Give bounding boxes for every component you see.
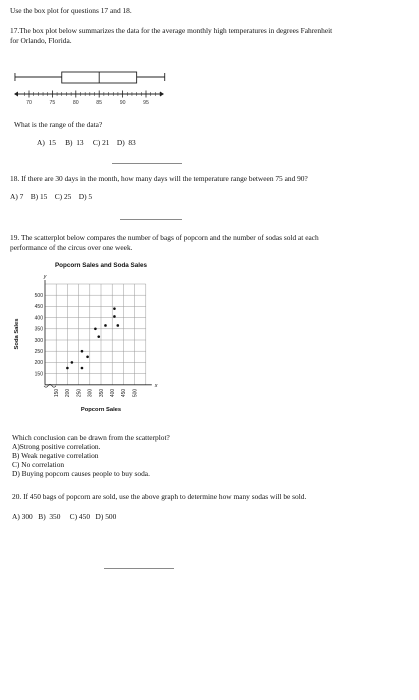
data-point: [81, 367, 84, 370]
x-tick-label: 300: [87, 388, 94, 398]
x-tick-label: 150: [54, 388, 60, 398]
q17-question: What is the range of the data?: [14, 120, 103, 129]
y-tick-label: 400: [34, 315, 43, 322]
x-tick-label: 400: [110, 388, 116, 398]
data-point: [94, 328, 97, 331]
number-line-right-arrow: [160, 92, 164, 97]
x-axis-title: Popcorn Sales: [80, 407, 122, 413]
y-tick-label: 350: [34, 326, 43, 333]
answer-line-q20: [104, 568, 174, 569]
y-tick-label: 250: [34, 349, 43, 355]
answer-line-q18: [120, 219, 182, 220]
data-point: [113, 307, 116, 310]
q17-prompt-line2: for Orlando, Florida.: [10, 36, 72, 45]
x-axis-letter: x: [154, 382, 158, 389]
number-line-tick-label: 70: [26, 100, 32, 106]
number-line-left-arrow: [14, 92, 18, 97]
q19-prompt-line2: performance of the circus over one week.: [10, 243, 133, 252]
intro-text: Use the box plot for questions 17 and 18.: [10, 6, 132, 15]
scatterplot-chart: [0, 255, 200, 420]
y-tick-label: 200: [34, 360, 43, 367]
x-tick-label: 350: [98, 388, 105, 398]
data-point: [113, 315, 116, 318]
data-point: [97, 335, 100, 338]
number-line-tick-label: 85: [96, 100, 103, 106]
q19-choice-d: D) Buying popcorn causes people to buy soda.: [12, 469, 150, 478]
q19-choice-b: B) Weak negative correlation: [12, 451, 99, 460]
q17-prompt-line1: 17.The box plot below summarizes the data for the average monthly high temperatures in degrees Fahrenheit: [10, 26, 333, 35]
q19-choice-a: A)Strong positive correlation.: [12, 442, 101, 451]
q20-prompt: 20. If 450 bags of popcorn are sold, use the above graph to determine how many sodas will be sold.: [12, 492, 307, 501]
data-point: [81, 350, 84, 353]
q18-prompt: 18. If there are 30 days in the month, how many days will the temperature range between 75 and 90?: [10, 174, 308, 183]
data-point: [117, 324, 120, 327]
answer-line-q17: [112, 163, 182, 164]
chart-title: Popcorn Sales and Soda Sales: [54, 262, 148, 269]
x-tick-label: 200: [65, 388, 72, 398]
data-point: [71, 361, 74, 364]
x-tick-label: 500: [132, 388, 139, 398]
q17-options: A) 15 B) 13 C) 21 D) 83: [37, 138, 136, 147]
q19-choice-c: C) No correlation: [12, 460, 65, 469]
box-plot: [0, 60, 200, 110]
x-tick-label: 450: [121, 388, 128, 398]
y-tick-label: 500: [34, 293, 43, 299]
q19-question: Which conclusion can be drawn from the scatterplot?: [12, 433, 170, 442]
y-tick-label: 300: [34, 337, 43, 344]
number-line-tick-label: 75: [49, 100, 56, 106]
y-tick-label: 450: [34, 304, 43, 311]
y-tick-label: 150: [34, 371, 43, 378]
y-axis-letter: y: [43, 274, 47, 280]
x-tick-label: 250: [76, 388, 83, 398]
q20-options: A) 300 B) 350 C) 450 D) 500: [12, 512, 117, 521]
data-point: [86, 356, 89, 359]
data-point: [104, 324, 107, 327]
y-axis-title: Soda Sales: [14, 318, 20, 350]
data-point: [66, 367, 69, 370]
number-line-tick-label: 80: [72, 100, 79, 106]
q18-options: A) 7 B) 15 C) 25 D) 5: [10, 192, 93, 201]
number-line-tick-label: 95: [143, 100, 149, 106]
q19-prompt-line1: 19. The scatterplot below compares the number of bags of popcorn and the number of sodas sold at each: [10, 233, 319, 242]
number-line-tick-label: 90: [119, 100, 126, 106]
